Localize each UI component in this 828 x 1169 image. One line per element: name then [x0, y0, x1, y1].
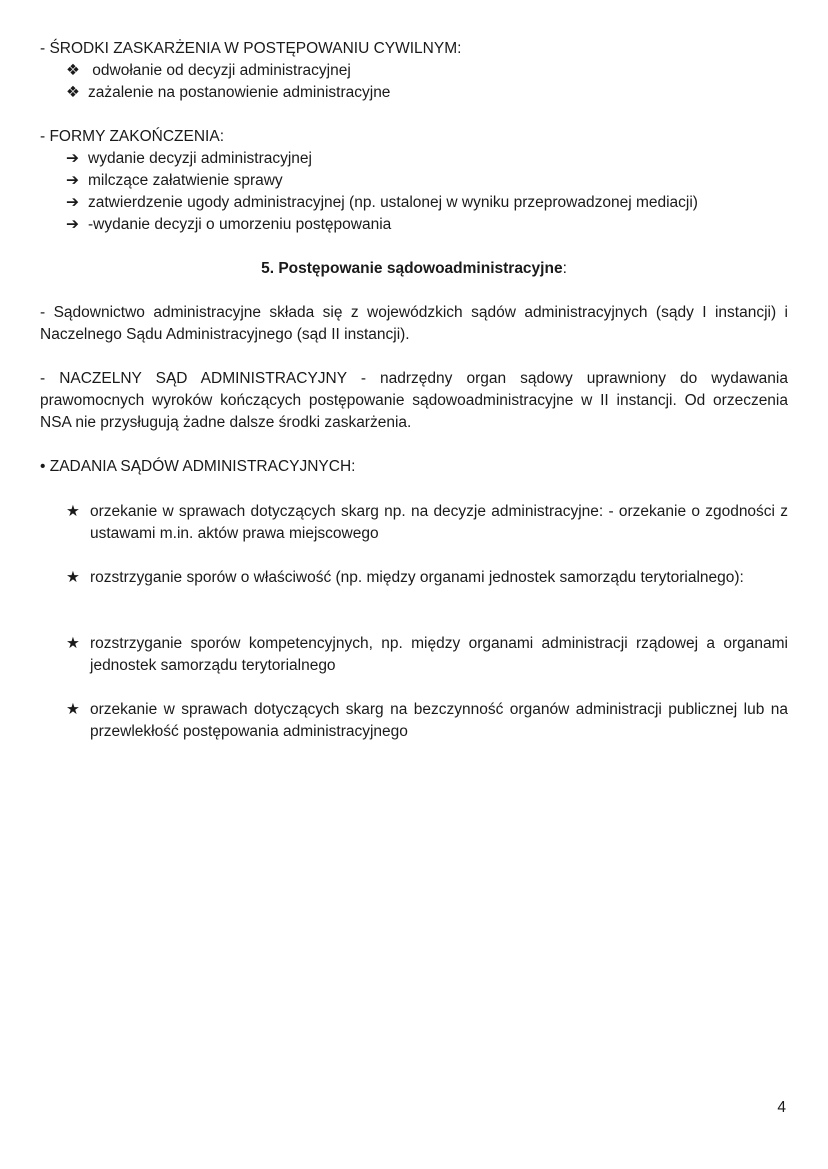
completion-item-text: milczące załatwienie sprawy	[88, 172, 283, 189]
completion-item-1	[66, 148, 312, 170]
star-bullet-icon: ★	[66, 569, 80, 586]
arrow-bullet-icon: ➔	[66, 194, 79, 211]
arrow-bullet-icon: ➔	[66, 216, 79, 233]
section-title	[0, 258, 828, 280]
task-item-4	[66, 699, 788, 743]
star-bullet-icon: ★	[66, 503, 80, 520]
diamond-bullet-icon: ❖	[66, 62, 80, 79]
task-item-text: orzekanie w sprawach dotyczących skarg np. na decyzje administracyjne: - orzekanie o zgodności z ustawami m.in. aktów prawa miejscowego	[90, 503, 788, 542]
completion-item-3	[66, 192, 698, 214]
section-title-suffix: :	[562, 260, 567, 277]
appeal-item-text: zażalenie na postanowienie administracyjne	[88, 84, 391, 101]
appeal-item-2	[66, 82, 390, 104]
task-item-1	[66, 501, 788, 545]
appeal-heading: - ŚRODKI ZASKARŻENIA W POSTĘPOWANIU CYWILNYM:	[40, 40, 462, 57]
task-item-text: orzekanie w sprawach dotyczących skarg na bezczynność organów administracji publicznej lub na przewlekłość postępowania administracyjnego	[90, 701, 788, 740]
arrow-bullet-icon: ➔	[66, 172, 79, 189]
completion-item-text: wydanie decyzji administracyjnej	[88, 150, 312, 167]
completion-item-2	[66, 170, 283, 192]
court-paragraph-1: - Sądownictwo administracyjne składa się z wojewódzkich sądów administracyjnych (sądy I instancji) i Naczelnego Sądu Administracyjnego (sąd II instancji).	[40, 304, 788, 343]
task-item-2	[66, 567, 788, 589]
completion-item-text: -wydanie decyzji o umorzeniu postępowania	[88, 216, 392, 233]
tasks-heading: • ZADANIA SĄDÓW ADMINISTRACYJNYCH:	[40, 458, 356, 475]
star-bullet-icon: ★	[66, 635, 80, 652]
section-title-text: 5. Postępowanie sądowoadministracyjne	[261, 260, 563, 277]
court-paragraph-2: - NACZELNY SĄD ADMINISTRACYJNY - nadrzędny organ sądowy uprawniony do wydawania prawomocnych wyroków kończących postępowanie sądowoadministracyjne w II instancji. Od orzeczenia NSA nie przysługują żadne dalsze środki zaskarżenia.	[40, 370, 788, 431]
diamond-bullet-icon: ❖	[66, 84, 80, 101]
completion-item-text: zatwierdzenie ugody administracyjnej (np. ustalonej w wyniku przeprowadzonej mediacji)	[88, 194, 698, 211]
completion-heading: - FORMY ZAKOŃCZENIA:	[40, 128, 225, 145]
completion-item-4	[66, 214, 391, 236]
page-number: 4	[777, 1099, 786, 1116]
task-item-text: rozstrzyganie sporów kompetencyjnych, np. między organami administracji rządowej a organami jednostek samorządu terytorialnego	[90, 635, 788, 674]
task-item-3	[66, 633, 788, 677]
star-bullet-icon: ★	[66, 701, 80, 718]
appeal-item-1	[66, 60, 351, 82]
appeal-item-text: odwołanie od decyzji administracyjnej	[88, 62, 351, 79]
task-item-text: rozstrzyganie sporów o właściwość (np. między organami jednostek samorządu terytorialnego):	[90, 569, 744, 586]
arrow-bullet-icon: ➔	[66, 150, 79, 167]
